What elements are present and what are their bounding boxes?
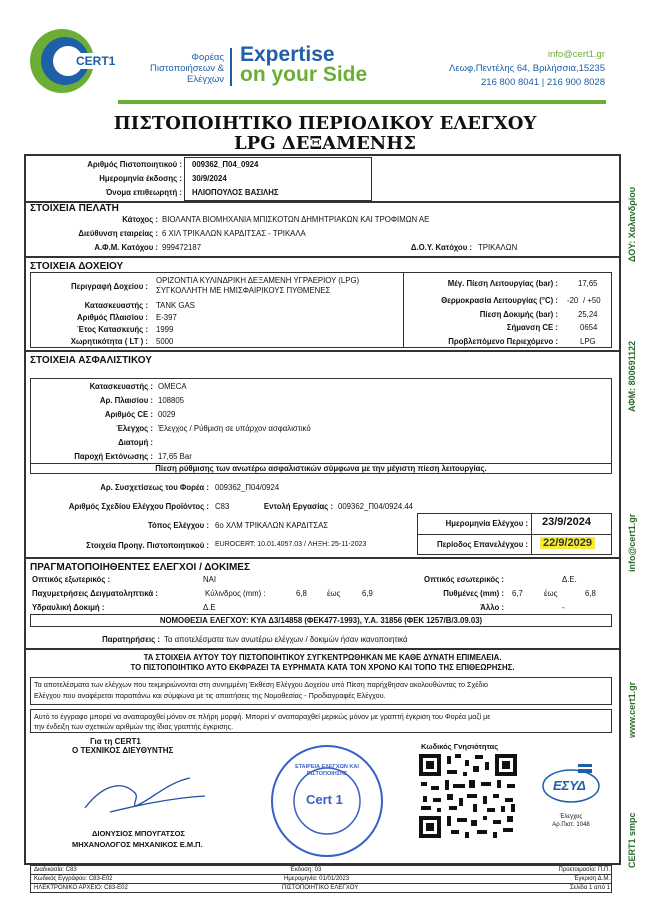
header-rule [118, 100, 606, 104]
valve-ce-label: Αριθμός CE : [104, 410, 153, 419]
cylinder-min: 6,8 [296, 589, 307, 598]
desc-line-1: ΟΡΙΖΟΝΤΙΑ ΚΥΛΙΝΔΡΙΚΗ ΔΕΞΑΜΕΝΗ ΥΓΡΑΕΡΙΟΥ (LPG) [156, 276, 360, 285]
sign-name: ΔΙΟΝΥΣΙΟΣ ΜΠΟΥΓΑΤΣΟΣ [92, 829, 185, 838]
issue-date-label: Ημερομηνία έκδοσης : [99, 174, 182, 183]
rule [30, 883, 612, 884]
side-doy: ΔΟΥ: Χαλανδρίου [627, 186, 637, 262]
cert-number: 009362_Π04_0924 [192, 160, 259, 169]
flow-label: Παροχή Εκτόνωσης : [74, 452, 153, 461]
inspector-name: ΗΛΙΟΠΟΥΛΟΣ ΒΑΣΙΛΗΣ [192, 188, 279, 197]
recheck-label: Περίοδος Επανελέγχου : [436, 540, 528, 549]
ext: ΝΑΙ [203, 575, 216, 584]
flow: 17,65 Bar [158, 452, 192, 461]
rule [30, 874, 612, 875]
check-date-label: Ημερομηνία Ελέγχου : [445, 519, 528, 528]
logo-text: CERT1 [76, 54, 116, 68]
doy: ΤΡΙΚΑΛΩΝ [478, 243, 518, 252]
tagline [240, 45, 367, 85]
capacity-label: Χωρητικότητα ( LT ) : [70, 337, 148, 346]
para-1-line-1: Τα αποτελέσματα των ελέγχων που τεκμηριώνονται στη συνημμένη Έκθεση Ελέγχου Δοχείου υπό Πίεση παρήχθησαν ακολουθώντας το Σχέδιο [34, 680, 489, 689]
para-2-line-2: την ένδειξη των σχετικών αριθμών της ίδιας γραπτής έγκρισης. [34, 722, 234, 731]
title-line-1: ΠΙΣΤΟΠΟΙΗΤΙΚΟ ΠΕΡΙΟΔΙΚΟΥ ΕΛΕΓΧΟΥ [113, 113, 537, 134]
client-section-title: ΣΤΟΙΧΕΙΑ ΠΕΛΑΤΗ [30, 203, 119, 214]
temperature-max: / +50 [583, 296, 601, 305]
order-label: Εντολή Εργασίας : [263, 502, 333, 511]
footer-date: Ημερομηνία: 01/01/2023 [284, 876, 350, 882]
prev-cert-label: Στοιχεία Προηγ. Πιστοποιητικού : [86, 541, 209, 550]
page-title [80, 114, 570, 154]
esyd-label-1: Έλεγχος [559, 814, 583, 820]
signature [80, 768, 210, 823]
header-divider [230, 48, 232, 86]
header-phones: 216 800 8041 | 216 900 8028 [481, 77, 605, 88]
qr-code [417, 752, 519, 840]
side-web: www.cert1.gr [627, 681, 637, 738]
tests-section-title: ΠΡΑΓΜΑΤΟΠΟΙΗΘΕΝΤΕΣ ΕΛΕΓΧΟΙ / ΔΟΚΙΜΕΣ [30, 562, 250, 573]
qr-label: Κωδικός Γνησιότητας [421, 742, 499, 751]
valve-maker: OMECA [158, 382, 187, 391]
cylinder-max: 6,9 [362, 589, 373, 598]
other-label: Άλλο : [480, 603, 504, 612]
valve-note: Πίεση ρύθμισης των ανωτέρω ασφαλιστικών σύμφωνα με την μέγιστη πίεση λειτουργίας. [155, 464, 487, 473]
hydraulic-label: Υδραυλική Δοκιμή : [32, 603, 105, 612]
footer-approved: Έγκριση Δ.Μ. [573, 876, 610, 882]
test-pressure: 25,24 [578, 310, 598, 319]
plan-label: Αριθμός Σχεδίου Ελέγχου Προϊόντος : [68, 502, 209, 511]
place-label: Τόπος Ελέγχου : [147, 521, 209, 530]
issue-date: 30/9/2024 [192, 174, 227, 183]
recheck-date: 22/9/2029 [540, 537, 595, 549]
company-stamp [268, 742, 386, 860]
tank-ce-label: Σήμανση CE : [506, 323, 558, 332]
footer-doc-type: ΠΙΣΤΟΠΟΙΗΤΙΚΟ ΕΛΕΓΧΟΥ [282, 885, 359, 891]
owner: ΒΙΟΛΑΝΤΑ ΒΙΟΜΗΧΑΝΙΑ ΜΠΙΣΚΟΤΩΝ ΔΗΜΗΤΡΙΑΚΩΝ ΚΑΙ ΤΡΟΦΙΜΩΝ ΑΕ [162, 215, 430, 224]
cert-number-label: Αριθμός Πιστοποιητικού : [87, 160, 182, 169]
tank-ce: 0654 [580, 323, 598, 332]
prev-cert: EUROCERT: 10.01.4057.03 / ΛΗΞΗ: 25-11-2023 [215, 541, 367, 548]
valve-section-title: ΣΤΟΙΧΕΙΑ ΑΣΦΑΛΙΣΤΙΚΟΥ [30, 355, 152, 366]
cylinder-label: Κύλινδρος (mm) : [205, 589, 266, 598]
rule [417, 534, 612, 535]
tank-frame: E-397 [156, 313, 177, 322]
other: - [562, 603, 565, 612]
thickness-label: Παχυμετρήσεις Δειγματοληπτικά : [32, 589, 158, 598]
tagline-line-1: Expertise [240, 43, 335, 66]
header-address: Λεωφ.Πεντέλης 64, Βριλήσσια,15235 [449, 63, 605, 74]
bottoms-max: 6,8 [585, 589, 596, 598]
desc-label: Περιγραφή Δοχείου : [71, 282, 148, 291]
check-label: Έλεγχος : [116, 424, 153, 433]
plan: C83 [215, 502, 230, 511]
remarks-label: Παρατηρήσεις : [102, 635, 160, 644]
order: 009362_Π04/0924.44 [338, 502, 414, 511]
statement-2: ΤΟ ΠΙΣΤΟΠΟΙΗΤΙΚΟ ΑΥΤΟ ΕΚΦΡΑΖΕΙ ΤΑ ΕΥΡΗΜΑΤΑ ΚΑΤΑ ΤΟΝ ΧΡΟΝΟ ΚΑΙ ΤΟΠΟ ΤΗΣ ΕΠΙΘΕΩΡΗΣΗΣ. [130, 663, 515, 672]
top-box [184, 157, 372, 201]
bottoms-min: 6,7 [512, 589, 523, 598]
footer-process: Διαδικασία: C83 [34, 867, 77, 873]
tagline-line-2: on your Side [240, 63, 368, 86]
content: LPG [580, 337, 596, 346]
place: 6ο ΧΛΜ ΤΡΙΚΑΛΩΝ ΚΑΡΔΙΤΣΑΣ [215, 521, 329, 530]
afm-label: Α.Φ.Μ. Κατόχου : [94, 243, 158, 252]
max-pressure-label: Μέγ. Πίεση Λειτουργίας (bar) : [447, 279, 558, 288]
valve-frame-label: Αρ. Πλαισίου : [99, 396, 153, 405]
esyd-text: ΕΣΥΔ [553, 778, 586, 793]
address-label: Διεύθυνση εταιρείας : [78, 229, 158, 238]
content-label: Προβλεπόμενο Περιεχόμενο : [448, 337, 558, 346]
valve-ce: 0029 [158, 410, 176, 419]
form-ref: 009362_Π04/0924 [215, 483, 280, 492]
sign-title: ΜΗΧΑΝΟΛΟΓΟΣ ΜΗΧΑΝΙΚΟΣ Ε.Μ.Π. [72, 840, 203, 849]
side-email: info@cert1.gr [627, 513, 637, 572]
rule [24, 256, 621, 258]
stamp-center-text: Cert 1 [306, 792, 343, 807]
rule [24, 350, 621, 352]
desc-line-2: ΣΥΓΚΟΛΛΗΤΗ ΜΕ ΗΜΙΣΦΑΙΡΙΚΟΥΣ ΠΥΘΜΕΝΕΣ [156, 286, 331, 295]
temperature-min: -20 [567, 296, 579, 305]
footer-version: Έκδοση: 03 [290, 867, 322, 873]
esyd-logo [540, 764, 602, 804]
rule [24, 557, 621, 559]
side-company: CERT1 smpc [627, 812, 637, 868]
tank-section-title: ΣΤΟΙΧΕΙΑ ΔΟΧΕΙΟΥ [30, 261, 124, 272]
doy-label: Δ.Ο.Υ. Κατόχου : [410, 243, 472, 252]
max-pressure: 17,65 [578, 279, 598, 288]
owner-label: Κάτοχος : [122, 215, 158, 224]
year-label: Έτος Κατασκευής : [77, 325, 148, 334]
footer-file: ΗΛΕΚΤΡΟΝΙΚΟ ΑΡΧΕΙΟ: C83-E02 [34, 885, 128, 891]
rule [24, 648, 621, 650]
check: Έλεγχος / Ρύθμιση σε υπάρχον ασφαλιστικό [158, 424, 311, 433]
year: 1999 [156, 325, 174, 334]
temperature-label: Θερμοκρασία Λειτουργίας (°C) : [441, 296, 558, 305]
esyd-label-2: Αρ.Πιστ. 1048 [552, 822, 590, 828]
cylinder-to: έως [327, 589, 341, 598]
tank-frame-label: Αριθμός Πλαισίου : [77, 313, 148, 322]
test-pressure-label: Πίεση Δοκιμής (bar) : [479, 310, 558, 319]
side-afm: ΑΦΜ: 800691122 [627, 340, 637, 412]
form-ref-label: Αρ. Συσχετίσεως του Φορέα : [100, 483, 209, 492]
int-label: Οπτικός εσωτερικός : [424, 575, 504, 584]
sign-for: Για τη CERT1 [90, 737, 141, 746]
footer-doc-code: Κωδικός Εγγράφου: C83-E02 [34, 876, 113, 882]
tank-maker: TANK GAS [156, 301, 195, 310]
title-line-2: LPG ΔΕΞΑΜΕΝΗΣ [234, 133, 416, 154]
statement-1: ΤΑ ΣΤΟΙΧΕΙΑ ΑΥΤΟΥ ΤΟΥ ΠΙΣΤΟΠΟΙΗΤΙΚΟΥ ΣΥΓΚΕΝΤΡΩΘΗΚΑΝ ΜΕ ΚΑΘΕ ΔΥΝΑΤΗ ΕΠΙΜΕΛΕΙΑ. [143, 653, 502, 662]
footer-page: Σελίδα 1 από 1 [569, 885, 610, 891]
sign-role: Ο ΤΕΧΝΙΚΟΣ ΔΙΕΥΘΥΝΤΗΣ [72, 746, 174, 755]
int: Δ.Ε. [562, 575, 577, 584]
valve-maker-label: Κατασκευαστής : [89, 382, 153, 391]
stamp-ring-text: ΕΤΑΙΡΕΙΑ ΕΛΕΓΧΩΝ ΚΑΙ ΠΙΣΤΟΠΟΙΗΣΗΣ [295, 764, 359, 777]
address: 6 ΧΙΛ ΤΡΙΚΑΛΩΝ ΚΑΡΔΙΤΣΑΣ - ΤΡΙΚΑΛΑ [162, 229, 306, 238]
bottoms-label: Πυθμένες (mm) : [443, 589, 504, 598]
para-1-line-2: Ελέγχου που αναφέρεται παραπάνω και σύμφωνα με τις απαιτήσεις της Νομοθεσίας - Προδιαγραφές Ελέγχου. [34, 691, 386, 700]
section-label: Διατομή : [118, 438, 153, 447]
footer-prepared: Προετοιμασία: Π.Π. [558, 867, 610, 873]
divider [403, 272, 404, 348]
check-date: 23/9/2024 [542, 516, 591, 528]
law: ΝΟΜΟΘΕΣΙΑ ΕΛΕΓΧΟΥ: ΚΥΑ Δ3/14858 (ΦΕΚ477-1993), Υ.Α. 31856 (ΦΕΚ 1257/Β/3.09.03) [159, 616, 483, 625]
capacity: 5000 [156, 337, 174, 346]
afm: 999472187 [162, 243, 202, 252]
para-2-line-1: Αυτό το έγγραφο μπορεί να αναπαραχθεί μόνον σε πλήρη μορφή. Μπορεί ν' αναπαραχθεί μερικώς μόνον με γραπτή έγκριση του Φορέα μαζί με [34, 712, 491, 721]
contact-block [400, 48, 605, 90]
header-email: info@cert1.gr [547, 49, 605, 60]
ext-label: Οπτικός εξωτερικός : [32, 575, 111, 584]
tank-maker-label: Κατασκευαστής : [84, 301, 148, 310]
hydraulic: Δ.Ε [203, 603, 216, 612]
valve-frame: 108805 [158, 396, 185, 405]
bottoms-to: έως [544, 589, 558, 598]
remarks: Τα αποτελέσματα των ανωτέρω ελέγχων / δοκιμών ήσαν ικανοποιητικά [164, 635, 408, 644]
logo [28, 22, 124, 100]
org-name: Φορέας Πιστοποιήσεων & Ελέγχων [150, 52, 224, 85]
divider [531, 513, 532, 555]
inspector-label: Όνομα επιθεωρητή : [105, 188, 182, 197]
